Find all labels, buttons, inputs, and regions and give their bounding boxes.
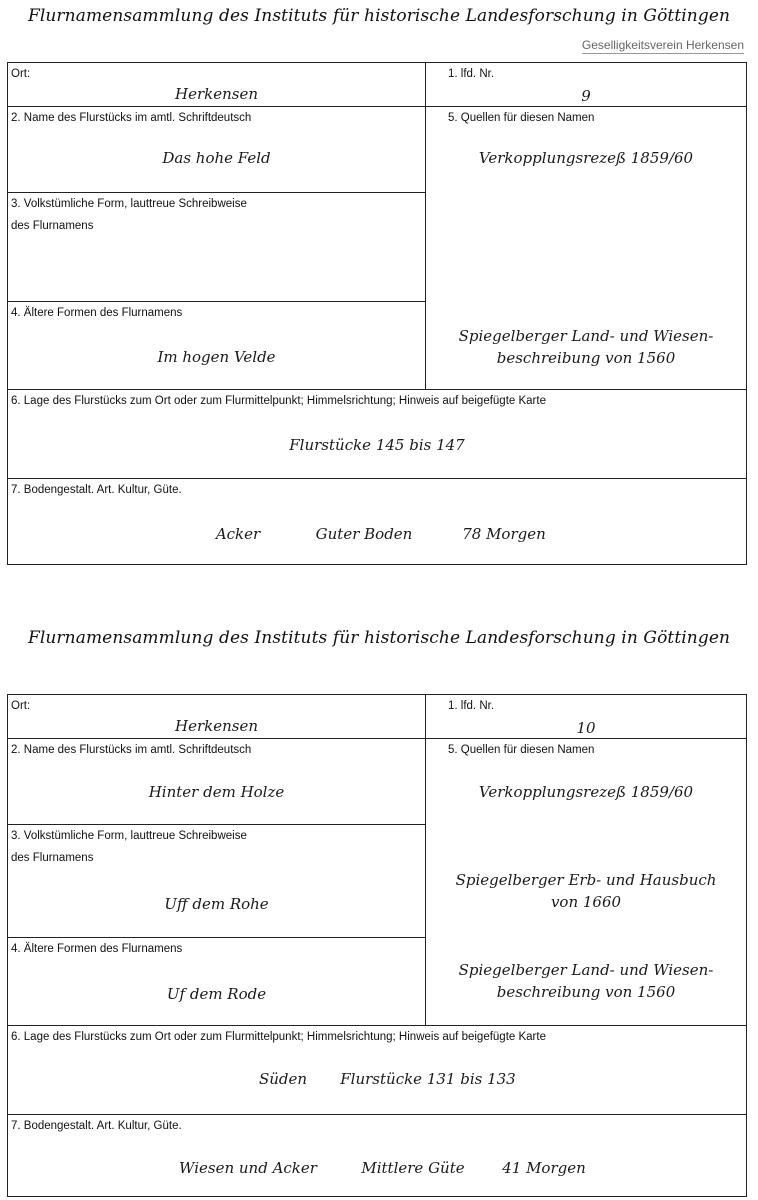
card1-lage-value: Flurstücke 145 bis 147	[289, 436, 465, 454]
card2-aelter-value: Uf dem Rode	[166, 985, 267, 1003]
card1-name-label: 2. Name des Flurstücks im amtl. Schriftdeutsch	[11, 112, 252, 124]
card2-form	[7, 694, 747, 1197]
card2-boden-guete: Mittlere Güte	[361, 1159, 465, 1177]
card2-name-cell	[8, 739, 426, 825]
card1-boden-groesse: 78 Morgen	[462, 525, 546, 543]
card2-nr-cell	[426, 695, 746, 739]
card2-quellen-cell	[426, 739, 746, 1026]
card2-aelter-label: 4. Ältere Formen des Flurnamens	[11, 943, 183, 955]
card2-volk-cell	[8, 825, 426, 938]
card1-nr-cell	[426, 63, 746, 107]
card2-quelle-1: Verkopplungsrezeß 1859/60	[478, 783, 694, 801]
card2-quellen-label: 5. Quellen für diesen Namen	[448, 744, 595, 756]
card2-ort-cell	[8, 695, 426, 739]
card2-nr-value: 10	[576, 719, 596, 737]
card2-boden-art: Wiesen und Acker	[179, 1159, 317, 1177]
card1-quelle-2: Spiegelberger Land- und Wiesen- beschreibung von 1560	[458, 327, 714, 367]
card2-lage-label: 6. Lage des Flurstücks zum Ort oder zum Flurmittelpunkt; Himmelsrichtung; Hinweis auf beigefügte Karte	[11, 1031, 546, 1043]
card2-lage-cell	[8, 1026, 746, 1115]
card1-lage-label: 6. Lage des Flurstücks zum Ort oder zum Flurmittelpunkt; Himmelsrichtung; Hinweis auf beigefügte Karte	[11, 395, 546, 407]
card2-volk-value: Uff dem Rohe	[164, 895, 269, 913]
card1-subtitle: Geselligkeitsverein Herkensen	[581, 38, 744, 52]
card1-name-value: Das hohe Feld	[162, 149, 271, 167]
card1-volk-label: 3. Volkstümliche Form, lauttreue Schreibweise des Flurnamens	[11, 198, 247, 232]
card2-title: Flurnamensammlung des Instituts für historische Landesforschung in Göttingen	[27, 628, 731, 648]
card2-lage-richtung: Süden	[258, 1070, 308, 1088]
card1-form	[7, 62, 747, 565]
card2-ort-label: Ort:	[11, 700, 31, 712]
card1-boden-cell	[8, 479, 746, 564]
card1-title: Flurnamensammlung des Instituts für historische Landesforschung in Göttingen	[27, 6, 731, 26]
card1-boden-label: 7. Bodengestalt. Art. Kultur, Güte.	[11, 484, 182, 496]
card1-volk-cell	[8, 193, 426, 302]
card2-boden-groesse: 41 Morgen	[502, 1159, 586, 1177]
card2-ort-value: Herkensen	[175, 717, 258, 735]
card2-name-label: 2. Name des Flurstücks im amtl. Schriftdeutsch	[11, 744, 252, 756]
card1-nr-value: 9	[581, 87, 591, 105]
card1-aelter-value: Im hogen Velde	[157, 348, 276, 366]
card2-aelter-cell	[8, 938, 426, 1026]
card1-aelter-cell	[8, 302, 426, 390]
card1-ort-label: Ort:	[11, 68, 31, 80]
card2-quelle-3: Spiegelberger Land- und Wiesen- beschreibung von 1560	[458, 961, 714, 1001]
card1-boden-guete: Guter Boden	[315, 525, 413, 543]
card2-nr-label: 1. lfd. Nr.	[448, 700, 495, 712]
card1-quellen-label: 5. Quellen für diesen Namen	[448, 112, 595, 124]
card1-lage-cell	[8, 390, 746, 479]
card2-volk-label: 3. Volkstümliche Form, lauttreue Schreibweise des Flurnamens	[11, 830, 247, 864]
card1-ort-value: Herkensen	[175, 85, 258, 103]
card1-quellen-cell	[426, 107, 746, 390]
card2-name-value: Hinter dem Holze	[148, 783, 285, 801]
card2-lage-value: Flurstücke 131 bis 133	[340, 1070, 516, 1088]
card1-aelter-label: 4. Ältere Formen des Flurnamens	[11, 307, 183, 319]
card1-ort-cell	[8, 63, 426, 107]
card1-boden-art: Acker	[215, 525, 261, 543]
card1-quelle-1: Verkopplungsrezeß 1859/60	[478, 149, 694, 167]
card2-boden-cell	[8, 1115, 746, 1196]
card1-name-cell	[8, 107, 426, 193]
card1-nr-label: 1. lfd. Nr.	[448, 68, 495, 80]
card2-boden-label: 7. Bodengestalt. Art. Kultur, Güte.	[11, 1120, 182, 1132]
card2-quelle-2: Spiegelberger Erb- und Hausbuch von 1660	[455, 871, 717, 911]
